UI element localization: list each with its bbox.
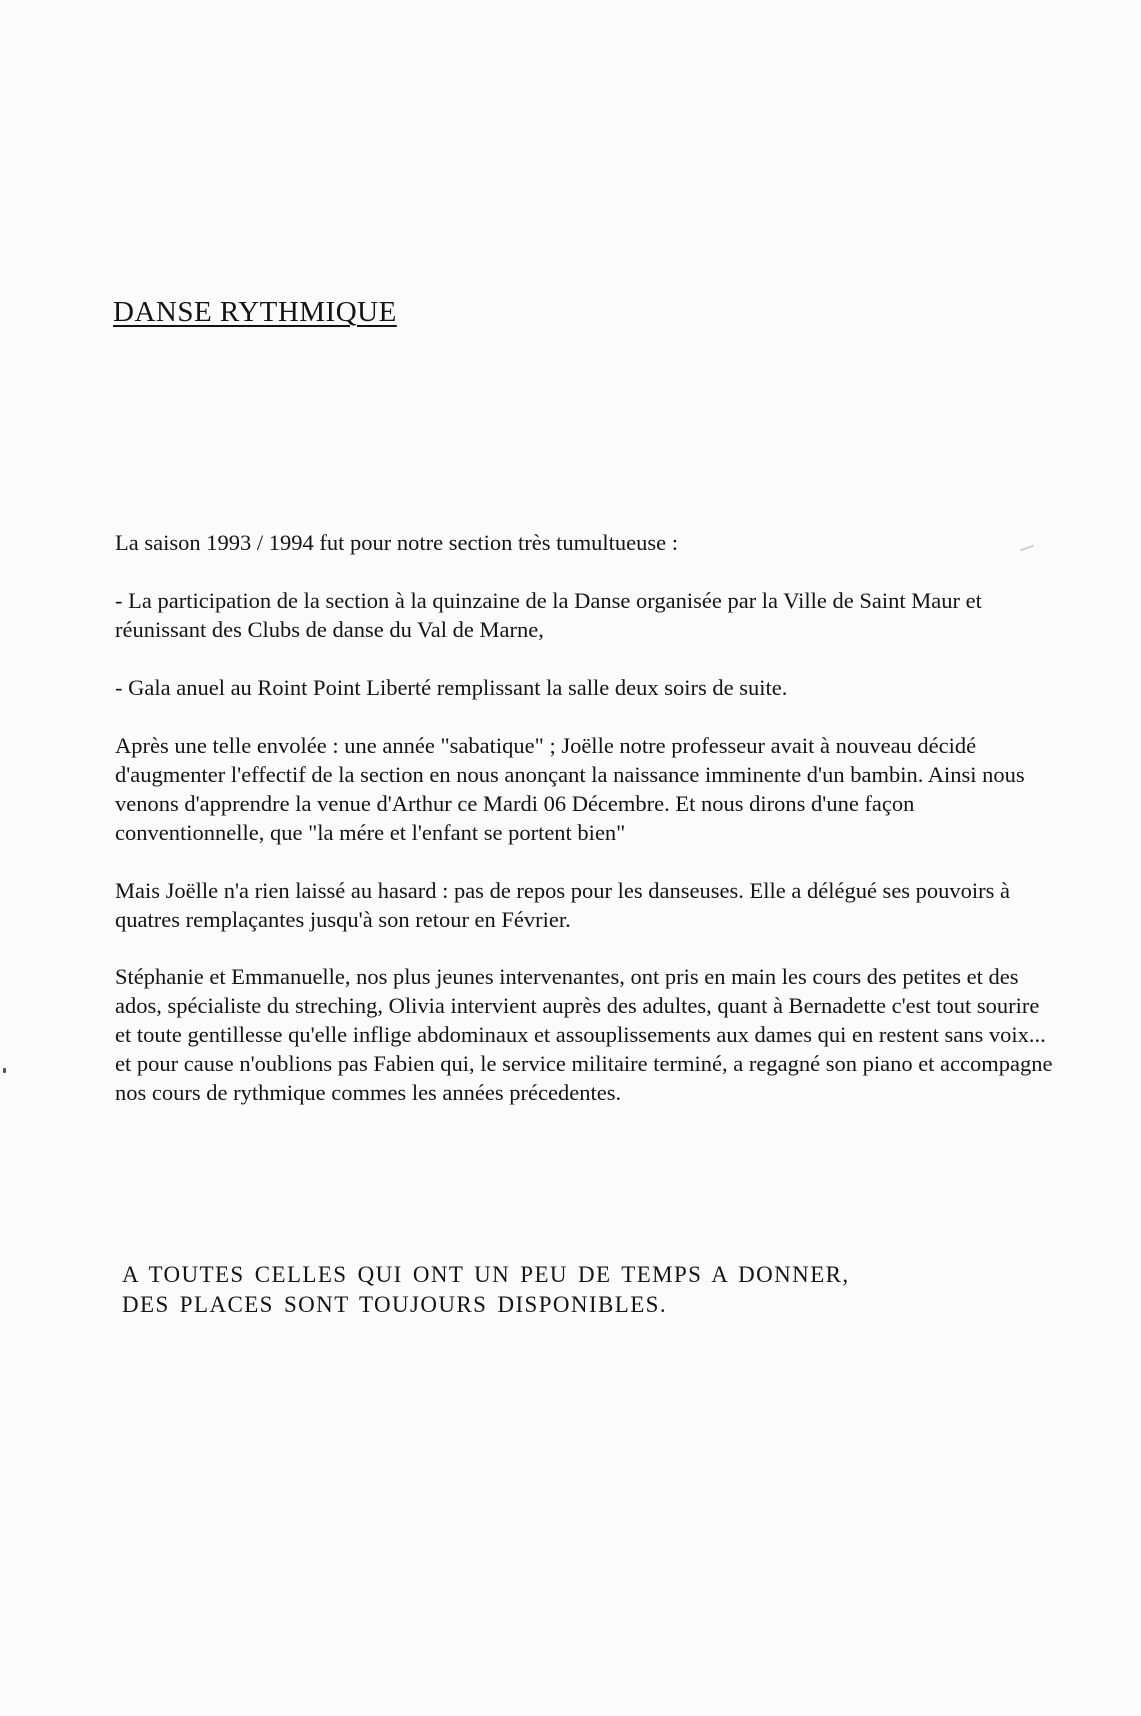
section-heading: DANSE RYTHMIQUE bbox=[113, 296, 397, 328]
scan-speck bbox=[3, 1068, 6, 1073]
bullet-quinzaine-danse: - La participation de la section à la quinzaine de la Danse organisée par la Ville de Saint Maur et réunissant des Clubs de danse du Val de Marne, bbox=[115, 588, 982, 642]
article-body bbox=[115, 528, 1060, 1136]
intro-paragraph: La saison 1993 / 1994 fut pour notre section très tumultueuse : bbox=[115, 530, 679, 555]
bullet-gala: - Gala anuel au Roint Point Liberté remplissant la salle deux soirs de suite. bbox=[115, 675, 788, 700]
announcement-line-2: DES PLACES SONT TOUJOURS DISPONIBLES. bbox=[122, 1292, 667, 1317]
paragraph-replacements: Mais Joëlle n'a rien laissé au hasard : pas de repos pour les danseuses. Elle a délégué ses pouvoirs à quatres remplaçantes jusqu'à son retour en Février. bbox=[115, 878, 1011, 932]
paragraph-professor-news: Après une telle envolée : une année "sabatique" ; Joëlle notre professeur avait à nouveau décidé d'augmenter l'effectif de la section en nous anonçant la naissance imminente d'un bambin. Ainsi nous venons d'apprendre la venue d'Arthur ce Mardi 06 Décembre. Et nous dirons d'une façon conventionnelle, que "la mére et l'enfant se portent bien" bbox=[115, 733, 1025, 845]
announcement-line-1: A TOUTES CELLES QUI ONT UN PEU DE TEMPS A DONNER, bbox=[122, 1262, 850, 1287]
paragraph-instructors: Stéphanie et Emmanuelle, nos plus jeunes intervenantes, ont pris en main les cours des petites et des ados, spécialiste du streching, Olivia intervient auprès des adultes, quant à Bernadette c'est tout sourire et toute gentillesse qu'elle inflige abdominaux et assouplissements aux dames qui en restent sans voix... et pour cause n'oublions pas Fabien qui, le service militaire terminé, a regagné son piano et accompagne nos cours de rythmique commes les années précedentes. bbox=[115, 964, 1053, 1105]
show-through-text bbox=[95, 140, 1055, 304]
volunteer-announcement bbox=[122, 1260, 1022, 1320]
